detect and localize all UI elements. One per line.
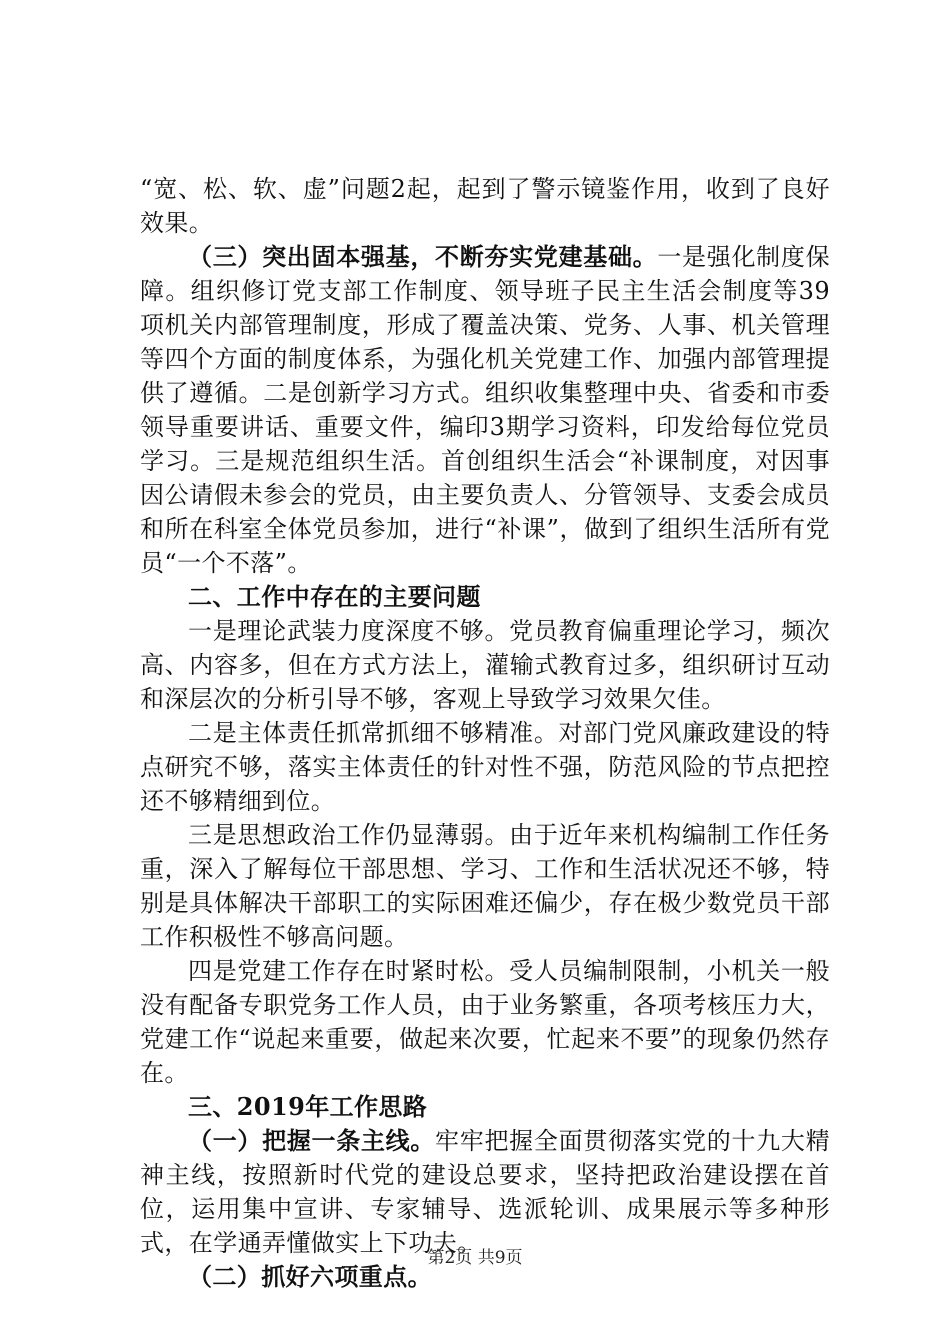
paragraph-text: 一是强化制度保障。组织修订党支部工作制度、领导班子民主生活会制度等39项机关内部管理制度，形成了覆盖决策、党务、人事、机关管理等四个方面的制度体系，为强化机关党建工作、加强内部管理提供了遵循。二是创新学习方式。组织收集整理中央、省委和市委领导重要讲话、重要文件，编印3期学习资料，印发给每位党员学习。三是规范组织生活。首创组织生活会“补课制度，对因事因公请假未参会的党员，由主要负责人、分管领导、支委会成员和所在科室全体党员参加，进行“补课”，做到了组织生活所有党员“一个不落”。 [140, 243, 830, 577]
paragraph-text: 二是主体责任抓常抓细不够精准。对部门党风廉政建设的特点研究不够，落实主体责任的针对性不强，防范风险的节点把控还不够精细到位。 [140, 719, 830, 815]
section-heading-plan [140, 1090, 830, 1124]
paragraph-section-3 [140, 240, 830, 580]
paragraph-problem-2 [140, 716, 830, 818]
heading-text: 二、工作中存在的主要问题 [188, 582, 481, 611]
paragraph-problem-4 [140, 954, 830, 1090]
paragraph-text: 四是党建工作存在时紧时松。受人员编制限制，小机关一般没有配备专职党务工作人员，由于业务繁重，各项考核压力大，党建工作“说起来重要，做起来次要，忙起来不要”的现象仍然存在。 [140, 957, 830, 1087]
paragraph-text: “宽、松、软、虚”问题2起，起到了警示镜鉴作用，收到了良好效果。 [140, 175, 830, 237]
paragraph-lead: （一）把握一条主线。 [188, 1126, 436, 1155]
paragraph-lead: （二）抓好六项重点。 [188, 1262, 432, 1291]
paragraph-text: 三是思想政治工作仍显薄弱。由于近年来机构编制工作任务重，深入了解每位干部思想、学习、工作和生活状况还不够，特别是具体解决干部职工的实际困难还偏少，存在极少数党员干部工作积极性不够高问题。 [140, 821, 830, 951]
paragraph-lead: （三）突出固本强基，不断夯实党建基础。 [188, 242, 658, 271]
page-number-label: 第2页 共9页 [427, 1248, 523, 1268]
section-heading-problems [140, 580, 830, 614]
paragraph-plan-1 [140, 1124, 830, 1260]
paragraph-problem-1 [140, 614, 830, 716]
paragraph-problem-3 [140, 818, 830, 954]
paragraph-continuation [140, 172, 830, 240]
heading-text: 三、2019年工作思路 [188, 1092, 428, 1121]
document-body [140, 172, 830, 1294]
page-footer [0, 1247, 950, 1269]
paragraph-text: 牢牢把握全面贯彻落实党的十九大精神主线，按照新时代党的建设总要求，坚持把政治建设摆在首位，运用集中宣讲、专家辅导、选派轮训、成果展示等多种形式，在学通弄懂做实上下功夫。 [140, 1127, 831, 1257]
paragraph-text: 一是理论武装力度深度不够。党员教育偏重理论学习，频次高、内容多，但在方式方法上，灌输式教育过多，组织研讨互动和深层次的分析引导不够，客观上导致学习效果欠佳。 [140, 617, 830, 713]
